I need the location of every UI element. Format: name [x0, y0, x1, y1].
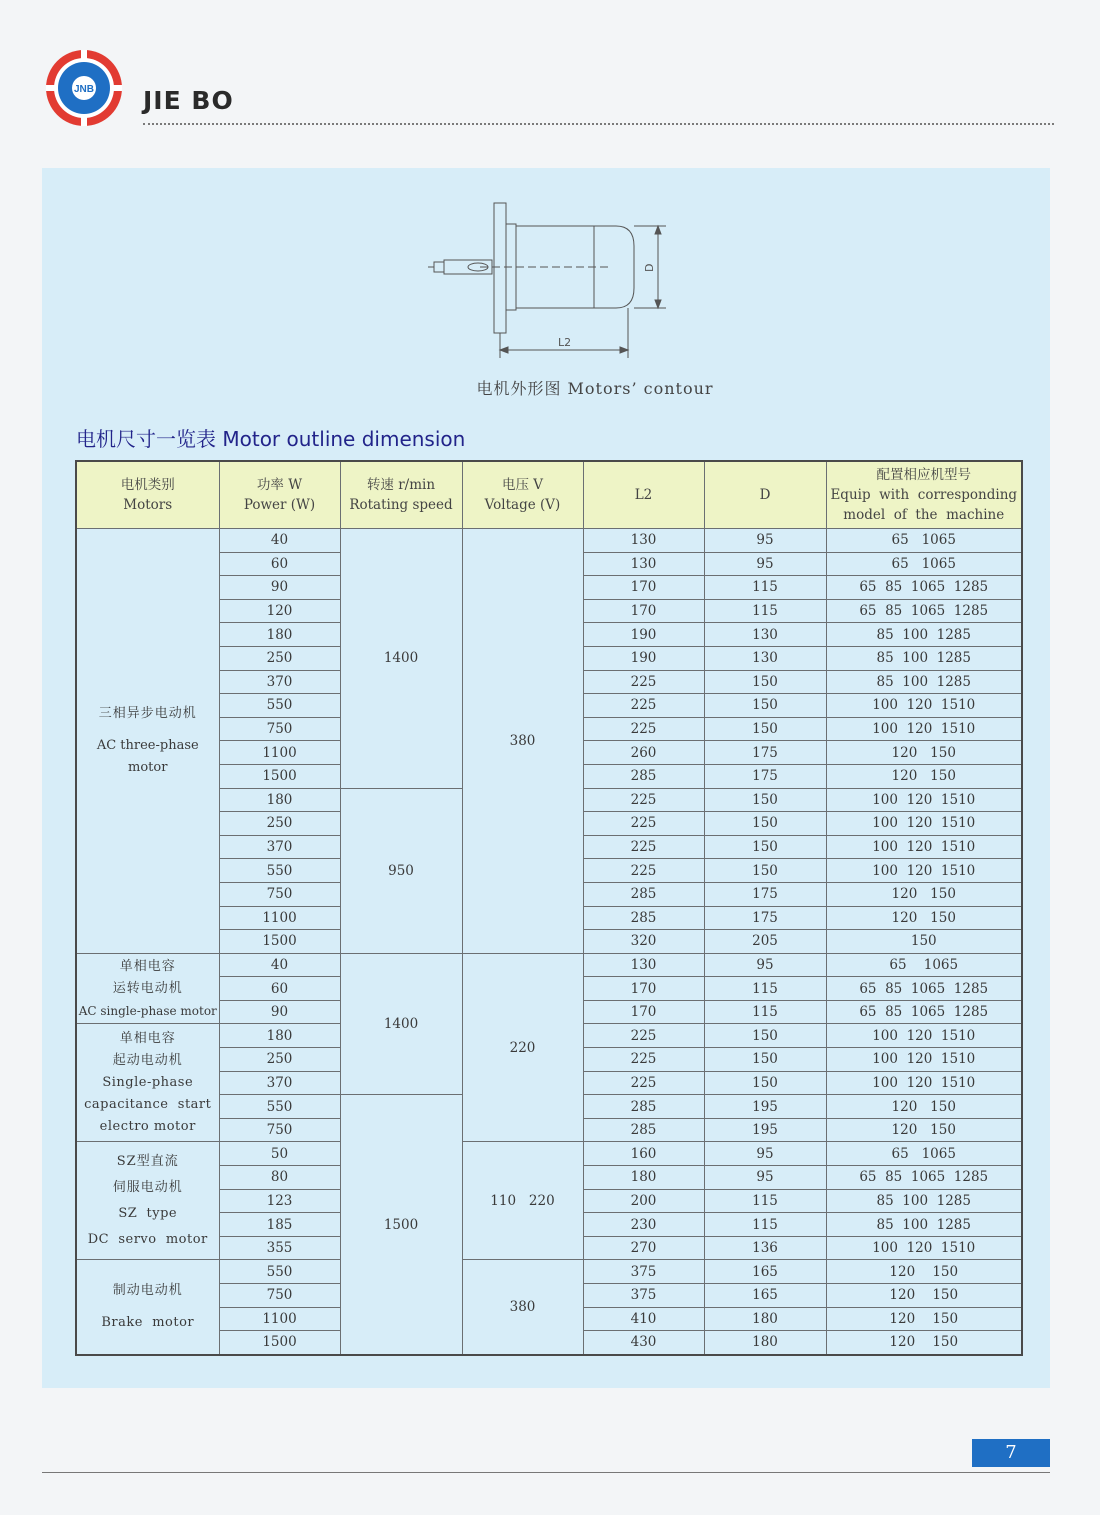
equip-cell: 100 120 1510 [826, 1024, 1022, 1048]
l2-cell: 285 [583, 882, 704, 906]
footer-divider [42, 1472, 1050, 1473]
power-cell: 250 [219, 646, 340, 670]
power-cell: 550 [219, 1260, 340, 1284]
power-cell: 370 [219, 1071, 340, 1095]
power-cell: 750 [219, 882, 340, 906]
header-speed: 转速 r/min Rotating speed [340, 461, 462, 529]
group-sz-dc-servo: SZ型直流 伺服电动机 SZ type DC servo motor [76, 1142, 219, 1260]
power-cell: 60 [219, 552, 340, 576]
l2-cell: 180 [583, 1166, 704, 1190]
header-voltage: 电压 V Voltage (V) [462, 461, 583, 529]
power-cell: 370 [219, 835, 340, 859]
l2-cell: 130 [583, 529, 704, 553]
power-cell: 250 [219, 1048, 340, 1072]
d-cell: 95 [704, 1142, 826, 1166]
equip-cell: 120 150 [826, 906, 1022, 930]
power-cell: 550 [219, 694, 340, 718]
l2-cell: 285 [583, 1118, 704, 1142]
power-cell: 250 [219, 812, 340, 836]
power-cell: 1500 [219, 1331, 340, 1355]
equip-cell: 120 150 [826, 1331, 1022, 1355]
d-cell: 150 [704, 694, 826, 718]
l2-cell: 225 [583, 694, 704, 718]
equip-cell: 120 150 [826, 882, 1022, 906]
diagram-caption: 电机外形图 Motors’ contour [476, 379, 714, 398]
d-cell: 180 [704, 1331, 826, 1355]
equip-cell: 85 100 1285 [826, 646, 1022, 670]
motor-contour-diagram [420, 198, 680, 363]
l2-cell: 225 [583, 717, 704, 741]
d-cell: 130 [704, 646, 826, 670]
d-cell: 150 [704, 1024, 826, 1048]
header-motors: 电机类别 Motors [76, 461, 219, 529]
l2-cell: 410 [583, 1307, 704, 1331]
l2-cell: 160 [583, 1142, 704, 1166]
d-cell: 175 [704, 906, 826, 930]
d-cell: 150 [704, 717, 826, 741]
brand-name: JIE BO [143, 86, 234, 115]
l2-cell: 225 [583, 812, 704, 836]
d-cell: 150 [704, 812, 826, 836]
group-brake-motor: 制动电动机 Brake motor [76, 1260, 219, 1355]
equip-cell: 85 100 1285 [826, 670, 1022, 694]
motor-dimension-table [75, 460, 1023, 1356]
d-cell: 175 [704, 764, 826, 788]
equip-cell: 65 85 1065 1285 [826, 977, 1022, 1001]
table-row [76, 953, 1022, 977]
power-cell: 1100 [219, 741, 340, 765]
power-cell: 90 [219, 1000, 340, 1024]
power-cell: 80 [219, 1166, 340, 1190]
power-cell: 180 [219, 788, 340, 812]
l2-cell: 225 [583, 670, 704, 694]
l2-cell: 225 [583, 1024, 704, 1048]
l2-cell: 225 [583, 835, 704, 859]
power-cell: 1100 [219, 906, 340, 930]
power-cell: 90 [219, 576, 340, 600]
l2-cell: 130 [583, 953, 704, 977]
equip-cell: 100 120 1510 [826, 835, 1022, 859]
d-cell: 205 [704, 930, 826, 954]
equip-cell: 65 1065 [826, 552, 1022, 576]
d-cell: 165 [704, 1260, 826, 1284]
d-cell: 95 [704, 552, 826, 576]
header-divider [143, 123, 1054, 125]
l2-cell: 170 [583, 576, 704, 600]
equip-cell: 120 150 [826, 764, 1022, 788]
d-cell: 150 [704, 859, 826, 883]
l2-cell: 260 [583, 741, 704, 765]
l2-cell: 230 [583, 1213, 704, 1237]
power-cell: 370 [219, 670, 340, 694]
table-row [76, 1142, 1022, 1166]
l2-cell: 270 [583, 1236, 704, 1260]
speed-cell: 1400 [340, 953, 462, 1095]
d-cell: 95 [704, 953, 826, 977]
d-cell: 195 [704, 1118, 826, 1142]
power-cell: 550 [219, 859, 340, 883]
d-cell: 150 [704, 1071, 826, 1095]
power-cell: 750 [219, 1118, 340, 1142]
label-d: D [643, 263, 656, 272]
equip-cell: 100 120 1510 [826, 812, 1022, 836]
l2-cell: 375 [583, 1284, 704, 1308]
header-equip: 配置相应机型号 Equip with corresponding model of the machine [826, 461, 1022, 529]
equip-cell: 100 120 1510 [826, 694, 1022, 718]
page-number: 7 [972, 1439, 1050, 1467]
d-cell: 115 [704, 576, 826, 600]
equip-cell: 65 85 1065 1285 [826, 1000, 1022, 1024]
equip-cell: 100 120 1510 [826, 788, 1022, 812]
equip-cell: 100 120 1510 [826, 717, 1022, 741]
equip-cell: 100 120 1510 [826, 859, 1022, 883]
l2-cell: 170 [583, 977, 704, 1001]
l2-cell: 320 [583, 930, 704, 954]
equip-cell: 120 150 [826, 1307, 1022, 1331]
voltage-cell: 380 [462, 1260, 583, 1355]
group-ac-three-phase: 三相异步电动机 AC three-phase motor [76, 529, 219, 954]
table-header-row [76, 461, 1022, 529]
power-cell: 185 [219, 1213, 340, 1237]
l2-cell: 285 [583, 1095, 704, 1119]
equip-cell: 120 150 [826, 1284, 1022, 1308]
speed-cell: 1500 [340, 1095, 462, 1355]
speed-cell: 1400 [340, 529, 462, 789]
power-cell: 355 [219, 1236, 340, 1260]
equip-cell: 120 150 [826, 1118, 1022, 1142]
l2-cell: 190 [583, 623, 704, 647]
l2-cell: 285 [583, 906, 704, 930]
equip-cell: 85 100 1285 [826, 623, 1022, 647]
voltage-cell: 110 220 [462, 1142, 583, 1260]
d-cell: 175 [704, 741, 826, 765]
power-cell: 40 [219, 529, 340, 553]
l2-cell: 225 [583, 788, 704, 812]
d-cell: 150 [704, 670, 826, 694]
power-cell: 50 [219, 1142, 340, 1166]
d-cell: 95 [704, 1166, 826, 1190]
equip-cell: 85 100 1285 [826, 1189, 1022, 1213]
jiebo-logo [44, 48, 124, 128]
power-cell: 550 [219, 1095, 340, 1119]
equip-cell: 65 85 1065 1285 [826, 1166, 1022, 1190]
l2-cell: 170 [583, 599, 704, 623]
speed-cell: 950 [340, 788, 462, 953]
l2-cell: 190 [583, 646, 704, 670]
group-single-phase-start: 单相电容 起动电动机 Single-phase capacitance start electro motor [76, 1024, 219, 1142]
equip-cell: 100 120 1510 [826, 1236, 1022, 1260]
d-cell: 195 [704, 1095, 826, 1119]
l2-cell: 375 [583, 1260, 704, 1284]
d-cell: 136 [704, 1236, 826, 1260]
d-cell: 115 [704, 1000, 826, 1024]
equip-cell: 65 1065 [826, 953, 1022, 977]
equip-cell: 120 150 [826, 1260, 1022, 1284]
group-ac-single-phase: 单相电容 运转电动机 AC single-phase motor [76, 953, 219, 1024]
section-title: 电机尺寸一览表 Motor outline dimension [76, 427, 466, 451]
table-row [76, 1260, 1022, 1284]
power-cell: 750 [219, 1284, 340, 1308]
d-cell: 180 [704, 1307, 826, 1331]
header-l2: L2 [583, 461, 704, 529]
equip-cell: 85 100 1285 [826, 1213, 1022, 1237]
d-cell: 150 [704, 1048, 826, 1072]
equip-cell: 65 85 1065 1285 [826, 599, 1022, 623]
l2-cell: 285 [583, 764, 704, 788]
d-cell: 115 [704, 1213, 826, 1237]
l2-cell: 200 [583, 1189, 704, 1213]
power-cell: 750 [219, 717, 340, 741]
l2-cell: 225 [583, 1048, 704, 1072]
equip-cell: 100 120 1510 [826, 1048, 1022, 1072]
label-l2: L2 [558, 336, 572, 349]
d-cell: 95 [704, 529, 826, 553]
d-cell: 115 [704, 599, 826, 623]
power-cell: 60 [219, 977, 340, 1001]
power-cell: 120 [219, 599, 340, 623]
equip-cell: 100 120 1510 [826, 1071, 1022, 1095]
equip-cell: 120 150 [826, 1095, 1022, 1119]
d-cell: 115 [704, 1189, 826, 1213]
l2-cell: 130 [583, 552, 704, 576]
d-cell: 130 [704, 623, 826, 647]
l2-cell: 170 [583, 1000, 704, 1024]
l2-cell: 430 [583, 1331, 704, 1355]
equip-cell: 150 [826, 930, 1022, 954]
d-cell: 165 [704, 1284, 826, 1308]
l2-cell: 225 [583, 859, 704, 883]
d-cell: 150 [704, 788, 826, 812]
equip-cell: 65 1065 [826, 529, 1022, 553]
equip-cell: 65 1065 [826, 1142, 1022, 1166]
power-cell: 1500 [219, 764, 340, 788]
header-power: 功率 W Power (W) [219, 461, 340, 529]
logo-initials: JNB [73, 84, 95, 95]
power-cell: 40 [219, 953, 340, 977]
power-cell: 1100 [219, 1307, 340, 1331]
header-d: D [704, 461, 826, 529]
table-row [76, 529, 1022, 553]
power-cell: 180 [219, 623, 340, 647]
equip-cell: 120 150 [826, 741, 1022, 765]
d-cell: 115 [704, 977, 826, 1001]
d-cell: 150 [704, 835, 826, 859]
voltage-cell: 380 [462, 529, 583, 954]
voltage-cell: 220 [462, 953, 583, 1142]
power-cell: 180 [219, 1024, 340, 1048]
power-cell: 123 [219, 1189, 340, 1213]
power-cell: 1500 [219, 930, 340, 954]
equip-cell: 65 85 1065 1285 [826, 576, 1022, 600]
l2-cell: 225 [583, 1071, 704, 1095]
d-cell: 175 [704, 882, 826, 906]
